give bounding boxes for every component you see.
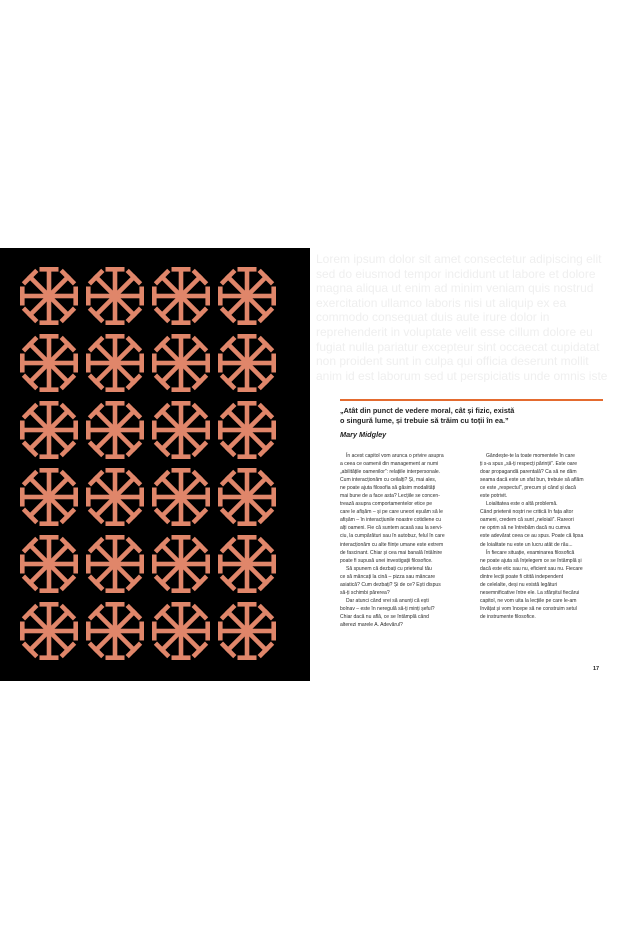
body-text-line: de loialitate nu este un lucru atât de rău... [480,541,573,548]
body-text-line: afișăm – în interacțiunile noastre cotidiene cu [340,517,441,524]
body-text-line: bolnav – este în neregulă să-ți minți șeful? [340,605,435,612]
wheel-cross-icon [20,468,78,526]
wheel-cross-icon [218,535,276,593]
body-text-line: de celelalte, deși nu există legături [480,581,558,588]
wheel-cross-icon [218,267,276,325]
quote-line: „Atât din punct de vedere moral, cât și fizic, există [340,406,515,415]
epigraph-quote [340,406,610,427]
wheel-cross-icon [152,602,210,660]
quote-line: o singură lume, și trebuie să trăim cu toții în ea.” [340,416,509,426]
motif-grid [0,248,310,681]
wheel-cross-icon [218,401,276,459]
quote-author: Mary Midgley [340,430,387,439]
body-text-line: de fascinant. Chiar și cea mai banală întâlnire [340,549,443,556]
body-text-line: trează asupra comportamentelor etice pe [340,501,433,508]
wheel-cross-icon [152,334,210,392]
wheel-cross-icon [86,334,144,392]
body-text-line: interacționăm cu alte ființe umane este extrem [340,541,444,548]
left-page-pattern [0,248,310,681]
text-column-right [480,452,608,621]
body-text-line: mai bune de a face asta? Lecțiile se concen- [340,493,440,500]
body-text-line: nesemnificative între ele. La sfârșitul fiecărui [480,589,580,596]
wheel-cross-icon [20,602,78,660]
body-text-line: Cum interacționăm cu ceilalți? Și, mai ales, [340,477,437,484]
body-text-line: ne poate ajuta să înțelegem ce se întâmplă și [480,557,582,564]
body-text-line: Gândește-te la toate momentele în care [486,453,575,459]
body-text-line: Când prietenii noștri ne critică în fața altor [480,509,574,516]
body-text-line: „abilitățile oamenilor”: relațiile interpersonale. [340,469,441,476]
wheel-cross-icon [218,468,276,526]
wheel-cross-icon [152,267,210,325]
body-text-line: Chiar dacă nu află, ce se întâmplă când [340,613,429,620]
body-text-line: dintre lecții poate fi citită independent [480,573,564,580]
wheel-cross-icon [20,401,78,459]
body-text-line: a ceea ce oamenii din management ar numi [340,461,439,468]
show-through-text: Lorem ipsum dolor sit amet consectetur adipiscing elit sed do eiusmod tempor incididunt ut labore et dolore magna aliqua ut enim ad minim veniam quis nostrud exercitation ullamco laboris nisi ut aliquip ex ea commodo consequat duis aute irure dolor in reprehenderit in voluptate velit esse cillum dolore eu fugiat nulla pariatur excepteur sint occaecat cupidatat non proident sunt in culpa qui officia deserunt mollit anim id est laborum sed ut perspiciatis unde omnis iste [316,252,608,382]
wheel-cross-icon [86,602,144,660]
body-text-line: dacă este etic sau nu, eficient sau nu. Fiecare [480,565,583,572]
book-spread [0,248,621,681]
wheel-cross-icon [86,468,144,526]
body-text-line: este adevărat ceea ce au spus. Poate că lipsa [480,533,584,540]
body-text-line: să-ți schimbi părerea? [340,589,390,596]
wheel-cross-icon [86,267,144,325]
body-text-line: asiatică? Cum dezbați? Și de ce? Ești dispus [340,581,441,588]
body-text-line: ți s-a spus „să-ți respecți părinții”. Este oare [480,461,578,468]
body-text-line: oameni, credem că sunt „neloiali”. Rareori [480,517,574,524]
body-text-line: Să spunem că dezbați cu prietenul tău [346,565,432,572]
body-text-line: poate fi supusă unei investigații filosofice. [340,557,433,564]
body-text-line: învățat și vom începe să ne construim setul [480,605,577,612]
wheel-cross-icon [218,602,276,660]
wheel-cross-icon [86,535,144,593]
wheel-cross-icon [20,535,78,593]
wheel-cross-icon [152,401,210,459]
body-text-line: capitol, ne vom uita la lecțiile pe care le-am [480,597,577,604]
body-text-line: ne oprim să ne întrebăm dacă nu cumva [480,525,571,532]
body-text-line: ne poate ajuta filosofia să găsim modalități [340,485,436,492]
wheel-cross-icon [20,334,78,392]
orange-rule [340,399,603,401]
right-page [310,248,621,681]
body-text-line: Loialitatea este o altă problemă. [486,501,558,508]
wheel-cross-icon [86,401,144,459]
body-text-line: În acest capitol vom arunca o privire asupra [346,453,444,459]
body-text-line: doar propagandă parentală? Ca să ne dăm [480,469,577,476]
page-number: 17 [593,666,600,672]
body-text-line: seama dacă este un sfat bun, trebuie să aflăm [480,477,584,484]
body-text-line: Dar atunci când vrei să anunți că ești [346,597,429,604]
body-text-line: ciu, la cumpărături sau în autobuz, felul în care [340,533,445,540]
wheel-cross-icon [152,468,210,526]
body-text-line: care le afișăm – și pe care uneori eșuăm să le [340,509,443,516]
wheel-cross-icon [218,334,276,392]
text-column-left [340,452,468,629]
body-text-line: de instrumente filosofice. [480,613,536,620]
body-text-line: În fiecare situație, examinarea filosofică [486,549,575,556]
body-text-line: ce este „respectul”, precum și când și dacă [480,485,576,492]
wheel-cross-icon [152,535,210,593]
body-text-line: ce să mâncați la cină – pizza sau mâncare [340,573,436,580]
wheel-cross-icon [20,267,78,325]
body-text-line: este potrivit. [480,493,508,500]
body-text-line: alterezi marele A. Adevărul? [340,621,403,628]
body-text-line: alți oameni. Fie că suntem acasă sau la servi- [340,525,443,532]
